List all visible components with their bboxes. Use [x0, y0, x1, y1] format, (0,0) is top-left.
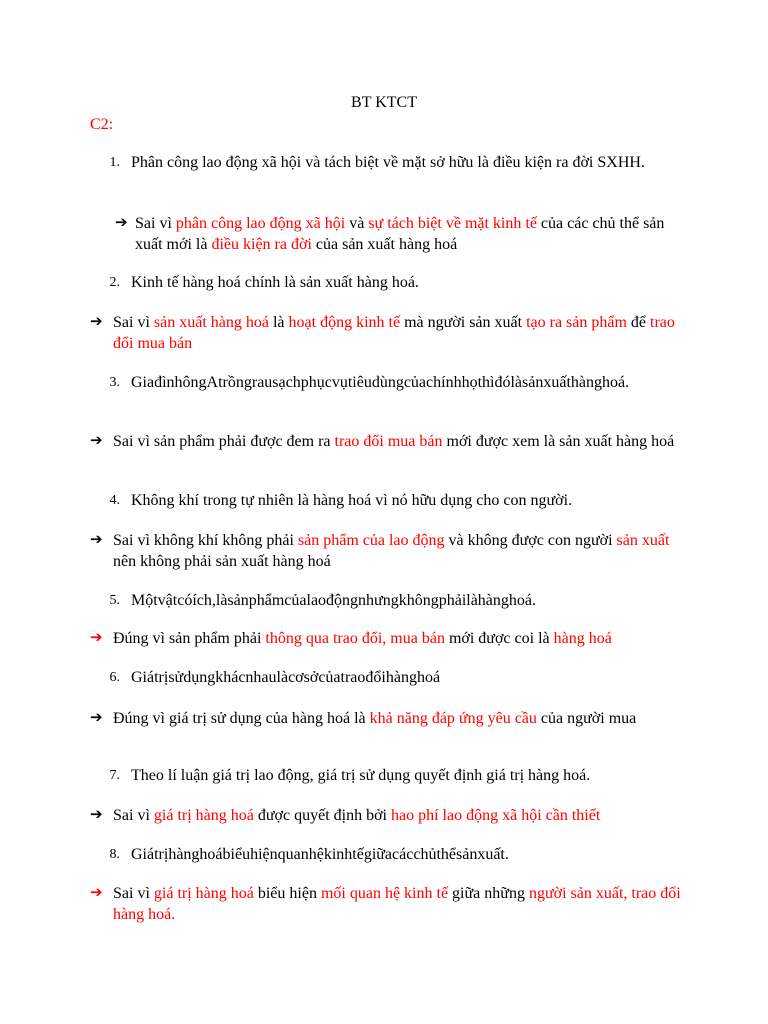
- answer-run: biểu hiện: [253, 885, 321, 902]
- answer-run: được quyết định bởi: [253, 807, 391, 824]
- answer-highlight: tạo ra sản phẩm: [526, 314, 627, 331]
- answer-highlight: trao đổi mua bán: [113, 314, 675, 352]
- answer-run: mới được coi là: [444, 630, 554, 647]
- answer-text: [113, 431, 688, 452]
- question-number: 7.: [109, 768, 120, 783]
- answer-run: Sai vì: [113, 807, 154, 824]
- answer-run: là: [268, 314, 289, 331]
- answer-run: Sai vì: [135, 215, 176, 232]
- question-text: Giátrịsửdụngkhácnhaulàcơsởcủatraođổihànghoá: [131, 669, 441, 686]
- answer-highlight: sản xuất: [616, 532, 670, 549]
- question-text: Kinh tế hàng hoá chính là sản xuất hàng hoá.: [131, 274, 419, 291]
- arrow-right-icon: ➔: [90, 885, 103, 901]
- arrow-right-icon: ➔: [90, 314, 103, 330]
- answer-run: để: [626, 314, 651, 331]
- answer-highlight: hoạt động kinh tế: [288, 314, 401, 331]
- answer-highlight: thông qua trao đổi, mua bán: [265, 630, 445, 647]
- arrow-right-icon: ➔: [90, 807, 103, 823]
- question-number: 3.: [109, 375, 120, 390]
- question-text: Mộtvậtcóích,làsảnphẩmcủalaođộngnhưngkhôngphảilàhànghoá.: [131, 592, 537, 609]
- answer-highlight: hao phí lao động xã hội cần thiết: [391, 807, 601, 824]
- answer-highlight: mối quan hệ kinh tế: [320, 885, 449, 902]
- answer-text: [113, 530, 688, 572]
- answer-run: nên không phải sản xuất hàng hoá: [113, 553, 331, 570]
- question-number: 1.: [109, 155, 120, 170]
- answer-run: Sai vì: [113, 314, 154, 331]
- question-text: Không khí trong tự nhiên là hàng hoá vì nó hữu dụng cho con người.: [131, 492, 573, 509]
- answer-highlight: giá trị hàng hoá: [153, 807, 254, 824]
- answer-run: mà người sản xuất: [400, 314, 527, 331]
- answer-highlight: giá trị hàng hoá: [153, 885, 254, 902]
- answer-run: mới được xem là sản xuất hàng hoá: [442, 433, 675, 450]
- answer-text: [113, 805, 688, 826]
- question-number: 5.: [109, 593, 120, 608]
- section-heading: C2:: [90, 116, 114, 133]
- question-number: 6.: [109, 670, 120, 685]
- answer-highlight: sự tách biệt về mặt kinh tế: [368, 215, 537, 232]
- answer-run: của sản xuất hàng hoá: [311, 236, 458, 253]
- answer-highlight: hàng hoá: [553, 630, 612, 647]
- answer-highlight: trao đổi mua bán: [334, 433, 443, 450]
- arrow-right-icon: ➔: [90, 433, 103, 449]
- answer-highlight: điều kiện ra đời: [211, 236, 312, 253]
- question-number: 8.: [109, 847, 120, 862]
- answer-text: [113, 708, 688, 729]
- answer-text: [113, 628, 688, 649]
- answer-run: của các chủ thể sản xuất mới là: [135, 215, 665, 253]
- answer-highlight: khả năng đáp ứng yêu cầu: [369, 710, 537, 727]
- answer-highlight: người sản xuất, trao đổi hàng hoá.: [113, 885, 681, 923]
- answer-text: [113, 312, 688, 354]
- answer-text: [113, 883, 688, 925]
- answer-run: của người mua: [536, 710, 637, 727]
- question-number: 2.: [109, 275, 120, 290]
- answer-highlight: sản xuất hàng hoá: [153, 314, 269, 331]
- question-text: Phân công lao động xã hội và tách biệt về mặt sở hữu là điều kiện ra đời SXHH.: [131, 154, 645, 171]
- question-number: 4.: [109, 493, 120, 508]
- answer-highlight: sản phẩm của lao động: [297, 532, 445, 549]
- answer-text: [135, 213, 675, 255]
- arrow-right-icon: ➔: [90, 532, 103, 548]
- arrow-right-icon: ➔: [115, 215, 128, 231]
- answer-run: và: [345, 215, 369, 232]
- answer-run: giữa những: [448, 885, 529, 902]
- answer-run: Sai vì sản phẩm phải được đem ra: [113, 433, 335, 450]
- answer-run: và không được con người: [444, 532, 617, 549]
- question-text: Theo lí luận giá trị lao động, giá trị sử dụng quyết định giá trị hàng hoá.: [131, 767, 591, 784]
- answer-run: Sai vì: [113, 885, 154, 902]
- question-text: GiađìnhôngAtrồngrausạchphụcvụtiêudùngcủachínhhọthìđólàsảnxuấthànghoá.: [131, 374, 630, 391]
- answer-run: Đúng vì giá trị sử dụng của hàng hoá là: [113, 710, 370, 727]
- arrow-right-icon: ➔: [90, 630, 103, 646]
- answer-highlight: phân công lao động xã hội: [175, 215, 346, 232]
- document-title: BT KTCT: [351, 94, 417, 111]
- answer-run: Sai vì không khí không phải: [113, 532, 298, 549]
- arrow-right-icon: ➔: [90, 710, 103, 726]
- question-text: Giátrịhànghoábiểuhiệnquanhệkinhtếgiữacácchủthểsảnxuất.: [131, 846, 509, 863]
- answer-run: Đúng vì sản phẩm phải: [113, 630, 266, 647]
